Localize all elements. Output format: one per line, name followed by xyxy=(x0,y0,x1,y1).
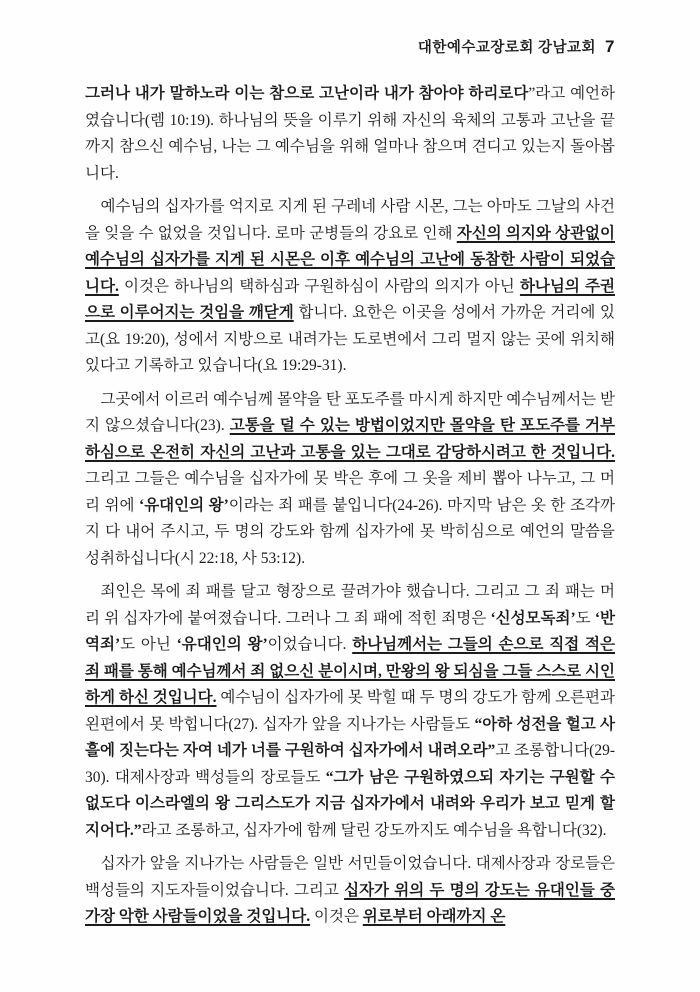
text-segment: 이었습니다. xyxy=(267,636,353,653)
text-segment: ‘유대인의 왕’ xyxy=(139,496,229,514)
text-segment: 이라는 죄 패를 붙입니다(24-26). 마지막 남은 옷 한 조각까지 다 내어 주시고, 두 명의 강도와 함께 십자가에 못 박히심으로 예언의 말씀을 성취하십니다(시 22:18, 사 53:12). xyxy=(85,496,616,567)
text-segment: 죄인은 목에 죄 패를 달고 형장으로 끌려가야 했습니다. 그리고 그 죄 패는 머리 위 십자가에 붙여졌습니다. 그러나 그 죄 패에 적힌 죄명은 xyxy=(85,583,615,627)
text-segment: 십자가 위의 두 명의 강도는 유대인들 중 가장 악한 사람들이었을 것입니다. xyxy=(85,881,615,925)
text-segment: 이것은 하나님의 택하심과 구원하심이 사람의 의지가 아닌 xyxy=(118,277,520,295)
text-segment: ‘유대인의 왕’ xyxy=(176,636,268,653)
text-segment: 십자가 앞을 지나가는 사람들은 일반 서민들이었습니다. 대제사장과 장로들은 백성들의 지도자들이었습니다. 그리고 xyxy=(85,855,615,899)
page-header xyxy=(85,36,615,57)
text-segment: 예수님이 십자가에 못 박힐 때 두 명의 강도가 함께 오른편과 왼편에서 못 박힙니다(27). 십자가 앞을 지나가는 사람들도 xyxy=(85,689,615,733)
text-segment: 예수님의 십자가를 억지로 지게 된 구레네 사람 시몬, 그는 아마도 그날의 사건을 잊을 수 없었을 것입니다. 로마 군병들의 강요로 인해 xyxy=(85,198,615,242)
page-number: 7 xyxy=(605,37,615,56)
text-segment: 그곳에서 이르러 예수님께 몰약을 탄 포도주를 마시게 하지만 예수님께서는 받지 않으셨습니다(23). xyxy=(85,390,615,434)
text-segment: 이것은 xyxy=(310,908,363,925)
text-segment: 자신의 의지와 상관없이 예수님의 십자가를 지게 된 시몬은 이후 예수님의 고난에 동참한 사람이 되었습니다. xyxy=(85,224,615,295)
text-segment: 그리고 그들은 예수님을 십자가에 못 박은 후에 그 옷을 제비 뽑아 나누고, 그 머리 위에 xyxy=(85,470,615,514)
paragraph xyxy=(85,579,615,844)
text-segment: ‘반역죄’ xyxy=(85,609,615,653)
text-segment: “그가 남은 구원하였으되 자기는 구원할 수 없도다 이스라엘의 왕 그리스도가 지금 십자가에서 내려와 우리가 보고 믿게 할지어다.” xyxy=(85,768,615,839)
text-segment: 그러나 내가 말하노라 이는 참으로 고난이라 내가 참아야 하리로다 xyxy=(85,85,529,102)
text-segment: 하나님의 주권으로 이루어지는 것임을 깨닫게 xyxy=(85,277,615,321)
text-segment: 고통을 덜 수 있는 방법이었지만 몰약을 탄 포도주를 거부하심으로 온전히 자신의 고난과 고통을 있는 그대로 감당하시려고 한 것입니다. xyxy=(85,417,615,461)
text-segment: “아하 성전을 헐고 사흘에 짓는다는 자여 네가 너를 구원하여 십자가에서 내려오라” xyxy=(85,715,615,759)
text-segment: 위로부터 아래까지 온 xyxy=(362,908,506,925)
text-segment: 도 xyxy=(575,609,595,627)
paragraph xyxy=(85,387,615,573)
text-segment: 도 아닌 xyxy=(120,636,177,653)
paragraph xyxy=(85,81,615,187)
text-segment: ‘신성모독죄’ xyxy=(490,609,576,627)
text-segment: 라고 조롱하고, 십자가에 함께 달린 강도까지도 예수님을 욕합니다(32). xyxy=(141,821,607,839)
paragraph xyxy=(85,851,615,931)
text-segment: ”라고 예언하였습니다(렘 10:19). 하나님의 뜻을 이루기 위해 자신의 육체의 고통과 고난을 끝까지 참으신 예수님, 나는 그 예수님을 위해 얼마나 참으며 견디고 있는지 돌아봅니다. xyxy=(85,85,615,182)
text-segment: 고 조롱합니다(29-30). 대제사장과 백성들의 장로들도 xyxy=(85,742,615,786)
text-segment: 하나님께서는 그들의 손으로 직접 적은 죄 패를 통해 예수님께서 죄 없으신 분이시며, 만왕의 왕 되심을 그들 스스로 시인하게 하신 것입니다. xyxy=(85,636,615,706)
church-name: 대한예수교장로회 강남교회 xyxy=(417,40,597,56)
paragraph xyxy=(85,194,615,380)
text-segment: 합니다. 요한은 이곳을 성에서 가까운 거리에 있고(요 19:20), 성에서 지방으로 내려가는 도로변에서 그리 멀지 않는 곳에 위치해 있다고 기록하고 있습니다(요 19:29-31). xyxy=(85,304,615,374)
document-body xyxy=(85,81,615,931)
